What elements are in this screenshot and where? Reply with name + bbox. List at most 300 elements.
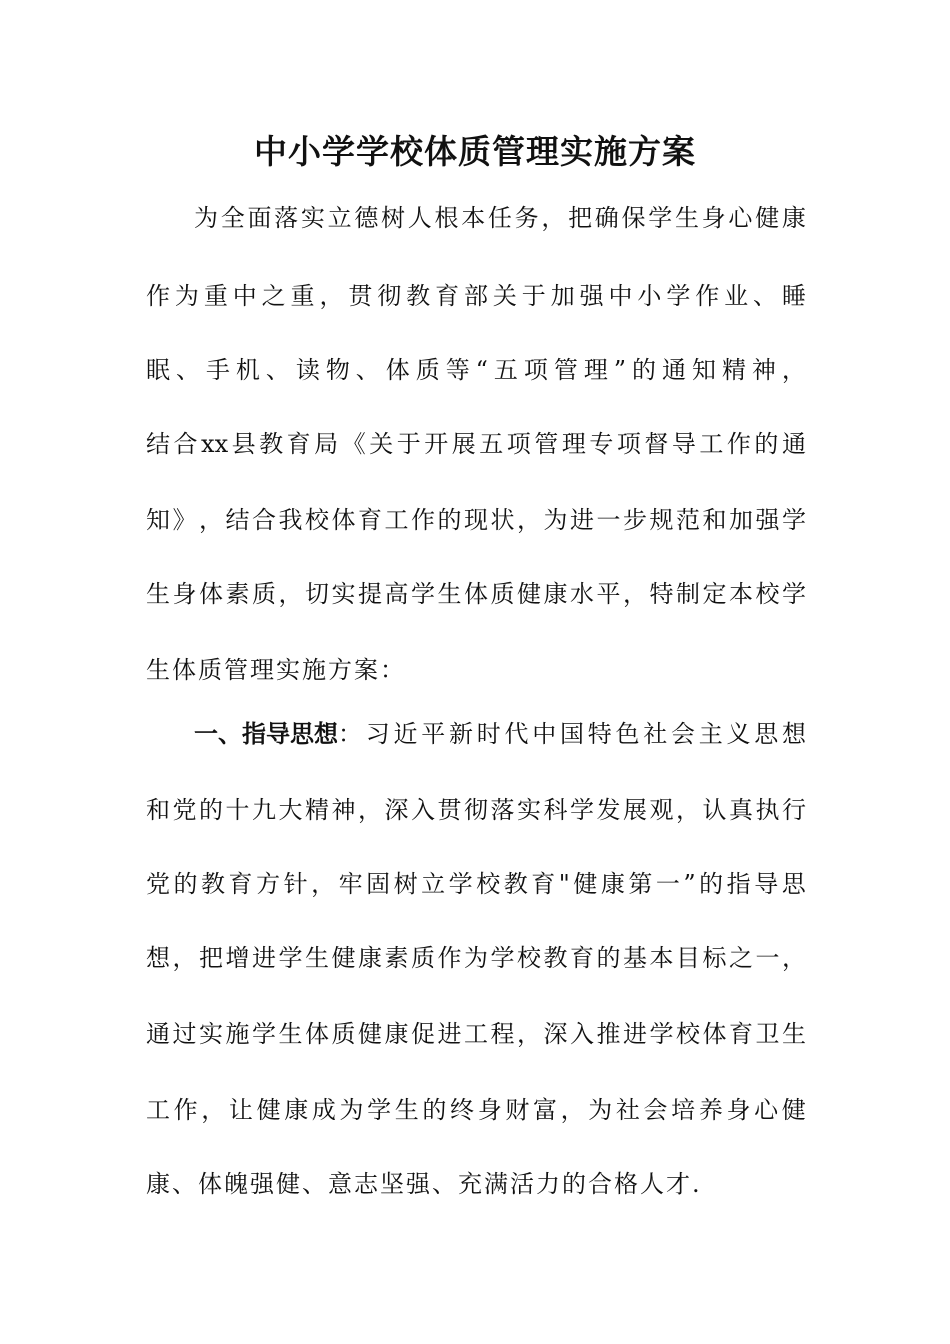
glyph: 的 (437, 506, 462, 534)
glyph: 为 (174, 282, 199, 310)
glyph: 教 (201, 870, 226, 898)
glyph: 任 (487, 204, 512, 232)
glyph: 重 (203, 282, 228, 310)
glyph: 物 (325, 356, 350, 384)
glyph: 教 (406, 282, 431, 310)
glyph: ， (319, 282, 344, 310)
glyph: 、 (175, 356, 200, 384)
glyph: 根 (434, 204, 459, 232)
glyph: 时 (476, 720, 501, 748)
glyph: 终 (450, 1096, 475, 1124)
glyph: 为 (339, 1096, 364, 1124)
document-title: 中小学学校体质管理实施方案 (254, 132, 696, 171)
glyph: 项 (506, 430, 531, 458)
glyph: 育 (228, 870, 253, 898)
glyph: 导 (671, 430, 696, 458)
glyph: 成 (311, 1096, 336, 1124)
glyph: 实 (300, 204, 325, 232)
glyph: ， (358, 796, 382, 824)
glyph: 强 (755, 506, 780, 534)
glyph: 人 (407, 204, 432, 232)
glyph: 和 (146, 796, 170, 824)
glyph: 会 (671, 720, 695, 748)
glyph: ， (541, 204, 566, 232)
paragraph-line (194, 198, 806, 238)
glyph: 范 (676, 506, 700, 534)
glyph: 指 (726, 870, 751, 898)
glyph: 平 (596, 580, 621, 608)
glyph: “ (475, 356, 488, 384)
glyph: 康 (284, 1096, 309, 1124)
glyph: 培 (671, 1096, 696, 1124)
glyph: 关 (369, 430, 394, 458)
glyph: 教 (503, 870, 528, 898)
paragraph-line (146, 938, 806, 978)
glyph: 中 (232, 282, 257, 310)
glyph: 面 (247, 204, 272, 232)
glyph: 本 (461, 204, 486, 232)
glyph: ： (338, 720, 362, 748)
glyph: 富 (532, 1096, 557, 1124)
glyph: 项 (616, 430, 641, 458)
glyph: ， (623, 580, 647, 608)
glyph: 作 (173, 1096, 198, 1124)
glyph: 局 (314, 430, 339, 458)
glyph: 第 (628, 870, 653, 898)
glyph: 神 (331, 796, 356, 824)
glyph: 保 (621, 204, 646, 232)
glyph: 读 (295, 356, 320, 384)
glyph: 党 (146, 870, 170, 898)
glyph: 为 (464, 944, 488, 972)
glyph: 进 (252, 944, 276, 972)
glyph: 标 (702, 944, 727, 972)
glyph: 五 (479, 430, 504, 458)
glyph: 教 (259, 430, 284, 458)
glyph: 本 (649, 944, 674, 972)
glyph: 育 (358, 506, 382, 534)
glyph: 想 (782, 720, 806, 748)
glyph: 步 (623, 506, 647, 534)
glyph: ， (676, 796, 700, 824)
glyph: 固 (366, 870, 391, 898)
glyph: 深 (543, 1020, 568, 1048)
glyph: 身 (726, 1096, 751, 1124)
glyph: 康 (781, 204, 806, 232)
glyph: 校 (476, 870, 501, 898)
glyph: 立 (327, 204, 352, 232)
glyph: 之 (261, 282, 286, 310)
glyph: 结 (225, 506, 250, 534)
glyph: 深 (384, 796, 409, 824)
glyph: 等 (445, 356, 470, 384)
glyph: 素 (384, 944, 409, 972)
glyph: 代 (504, 720, 529, 748)
glyph: 康 (543, 580, 568, 608)
glyph: ， (278, 580, 303, 608)
glyph: 健 (517, 580, 541, 608)
glyph: 育 (729, 1020, 753, 1048)
glyph: ， (782, 944, 806, 972)
glyph: 结 (146, 430, 170, 458)
glyph: 思 (781, 870, 806, 898)
glyph: 入 (570, 1020, 594, 1048)
glyph: 实 (331, 580, 356, 608)
glyph: 展 (451, 430, 476, 458)
glyph: 观 (649, 796, 674, 824)
glyph: 中 (532, 720, 557, 748)
glyph: 校 (517, 944, 541, 972)
glyph: 树 (381, 204, 406, 232)
glyph: 为 (194, 204, 218, 232)
glyph: 增 (225, 944, 250, 972)
glyph: 学 (252, 1020, 276, 1048)
glyph: 德 (354, 204, 379, 232)
glyph: 学 (649, 1020, 674, 1048)
glyph: ， (517, 1020, 541, 1048)
glyph: 大 (278, 796, 303, 824)
paragraph-line (146, 350, 806, 390)
glyph: ” (613, 356, 627, 384)
glyph: 导 (754, 870, 779, 898)
glyph: 校 (676, 1020, 700, 1048)
glyph: 学 (782, 506, 806, 534)
glyph: 牢 (338, 870, 363, 898)
glyph: 一 (655, 870, 680, 898)
glyph: 学 (411, 580, 435, 608)
glyph: 神 (751, 356, 776, 384)
glyph: 部 (463, 282, 488, 310)
glyph: 立 (421, 870, 446, 898)
glyph: ， (560, 1096, 585, 1124)
glyph: 特 (587, 720, 612, 748)
glyph: 生 (782, 1020, 806, 1048)
glyph: 、 (355, 356, 380, 384)
glyph: 的 (754, 430, 779, 458)
glyph: 、 (753, 282, 778, 310)
glyph: 强 (579, 282, 604, 310)
glyph: 学 (648, 204, 673, 232)
glyph: 施 (225, 1020, 250, 1048)
glyph: 习 (365, 720, 390, 748)
glyph: 会 (643, 1096, 668, 1124)
glyph: 现 (464, 506, 488, 534)
glyph: 本 (729, 580, 753, 608)
glyph: 生 (278, 1020, 303, 1048)
glyph: 工 (464, 1020, 488, 1048)
glyph: 卫 (755, 1020, 780, 1048)
glyph: 贯 (348, 282, 373, 310)
glyph: 的 (699, 870, 724, 898)
glyph: 想 (146, 944, 170, 972)
paragraph-line (146, 574, 806, 614)
glyph: 素 (225, 580, 250, 608)
glyph: 知 (146, 506, 170, 534)
glyph: 管 (534, 430, 559, 458)
glyph: 高 (384, 580, 409, 608)
glyph: 体 (702, 1020, 727, 1048)
glyph: 状 (490, 506, 515, 534)
glyph: ， (311, 870, 336, 898)
glyph: 作 (695, 282, 720, 310)
glyph: 育 (435, 282, 460, 310)
glyph: 进 (437, 1020, 462, 1048)
glyph: 精 (305, 796, 329, 824)
glyph: 通 (146, 1020, 170, 1048)
glyph: 精 (721, 356, 746, 384)
glyph: 定 (702, 580, 727, 608)
paragraph-line (146, 790, 806, 830)
glyph: 新 (449, 720, 473, 748)
glyph: 社 (643, 720, 668, 748)
glyph: 的 (632, 356, 657, 384)
glyph: 作 (411, 506, 435, 534)
glyph: 教 (543, 944, 568, 972)
glyph: 健 (573, 870, 598, 898)
glyph: 体 (199, 580, 223, 608)
paragraph-line (146, 864, 806, 904)
glyph: 身 (477, 1096, 502, 1124)
glyph: 水 (570, 580, 594, 608)
glyph: 于 (396, 430, 421, 458)
glyph: 生 (305, 944, 329, 972)
glyph: 健 (256, 1096, 281, 1124)
glyph: 体 (305, 1020, 329, 1048)
glyph: 认 (702, 796, 727, 824)
glyph: 理 (561, 430, 586, 458)
glyph: ， (201, 1096, 226, 1124)
glyph: 制 (676, 580, 700, 608)
glyph: 之 (729, 944, 753, 972)
glyph: 九 (252, 796, 276, 824)
glyph: 思 (754, 720, 779, 748)
glyph: 目 (676, 944, 700, 972)
glyph: 健 (755, 204, 780, 232)
glyph: 进 (570, 506, 594, 534)
paragraph-line (146, 500, 806, 540)
glyph: 平 (421, 720, 446, 748)
glyph: 学 (570, 796, 594, 824)
glyph: 重 (290, 282, 315, 310)
glyph: 执 (755, 796, 780, 824)
glyph: 小 (637, 282, 662, 310)
paragraph-line (146, 1090, 806, 1130)
glyph: 作 (726, 430, 751, 458)
glyph: 党 (172, 796, 197, 824)
glyph: 体 (331, 506, 356, 534)
glyph: 康 (358, 944, 382, 972)
glyph: 开 (424, 430, 449, 458)
glyph: 入 (411, 796, 435, 824)
glyph: 、 (265, 356, 290, 384)
glyph: 睡 (781, 282, 806, 310)
glyph: 落 (490, 796, 515, 824)
glyph: 合 (173, 430, 198, 458)
glyph: 实 (517, 796, 541, 824)
glyph: 落 (274, 204, 299, 232)
glyph: 知 (691, 356, 716, 384)
glyph: 眠 (146, 356, 170, 384)
glyph: 我 (278, 506, 303, 534)
glyph: ” (683, 870, 696, 898)
glyph: 健 (358, 1020, 382, 1048)
glyph: 生 (437, 580, 462, 608)
glyph: 健 (331, 944, 356, 972)
glyph: 校 (305, 506, 329, 534)
glyph: 发 (596, 796, 621, 824)
glyph: 五 (493, 356, 518, 384)
glyph: 树 (393, 870, 418, 898)
glyph: 体 (385, 356, 410, 384)
glyph: 生 (394, 1096, 419, 1124)
glyph: 提 (358, 580, 382, 608)
glyph: 通 (662, 356, 686, 384)
glyph: 中 (608, 282, 633, 310)
glyph: 贯 (437, 796, 462, 824)
glyph: 彻 (377, 282, 402, 310)
section-heading: 一、指导思想 (194, 720, 338, 748)
glyph: 促 (411, 1020, 435, 1048)
glyph: " (558, 870, 570, 898)
glyph: 健 (781, 1096, 806, 1124)
glyph: 学 (782, 580, 806, 608)
glyph: 行 (782, 796, 806, 824)
glyph: 义 (726, 720, 751, 748)
glyph: 身 (701, 204, 726, 232)
glyph: 工 (384, 506, 409, 534)
glyph: 特 (649, 580, 674, 608)
glyph: 确 (594, 204, 619, 232)
glyph: 合 (252, 506, 276, 534)
paragraph-line (146, 1014, 806, 1054)
glyph: 学 (490, 944, 515, 972)
glyph: 一 (596, 506, 621, 534)
glyph: ， (199, 506, 223, 534)
glyph: 心 (754, 1096, 779, 1124)
glyph: 推 (596, 1020, 621, 1048)
glyph: 质 (252, 580, 276, 608)
glyph: 近 (393, 720, 418, 748)
glyph: 国 (560, 720, 584, 748)
glyph: 质 (415, 356, 440, 384)
glyph: 于 (521, 282, 546, 310)
glyph: 的 (199, 796, 223, 824)
glyph: 社 (615, 1096, 640, 1124)
glyph: 科 (543, 796, 568, 824)
glyph: 彻 (464, 796, 488, 824)
glyph: 机 (235, 356, 260, 384)
glyph: 质 (490, 580, 515, 608)
glyph: 方 (256, 870, 281, 898)
glyph: 过 (172, 1020, 197, 1048)
glyph: 学 (666, 282, 691, 310)
glyph: 督 (644, 430, 669, 458)
glyph: xx (201, 430, 229, 458)
glyph: ， (517, 506, 541, 534)
glyph: 康 (384, 1020, 409, 1048)
glyph: 加 (550, 282, 575, 310)
glyph: 养 (698, 1096, 723, 1124)
glyph: 十 (225, 796, 250, 824)
glyph: 学 (448, 870, 473, 898)
glyph: 育 (570, 944, 594, 972)
glyph: 针 (283, 870, 308, 898)
glyph: 工 (699, 430, 724, 458)
glyph: 实 (199, 1020, 223, 1048)
paragraph-line: 生体质管理实施方案： (146, 656, 406, 684)
glyph: 质 (331, 1020, 356, 1048)
glyph: 学 (367, 1096, 392, 1124)
glyph: 县 (231, 430, 256, 458)
glyph: 专 (589, 430, 614, 458)
glyph: 项 (523, 356, 548, 384)
paragraph-line: 康、体魄强健、意志坚强、充满活力的合格人才. (146, 1170, 702, 1198)
glyph: 校 (755, 580, 780, 608)
glyph: 身 (172, 580, 197, 608)
glyph: 一 (755, 944, 780, 972)
glyph: 关 (492, 282, 517, 310)
glyph: 管 (553, 356, 578, 384)
glyph: 康 (600, 870, 625, 898)
section-first-line (194, 714, 806, 754)
glyph: 体 (464, 580, 488, 608)
glyph: 作 (146, 282, 170, 310)
glyph: 主 (698, 720, 723, 748)
glyph: 真 (729, 796, 753, 824)
glyph: ， (781, 356, 806, 384)
section-first-line-text (338, 714, 806, 754)
glyph: 的 (422, 1096, 447, 1124)
glyph: 进 (623, 1020, 647, 1048)
glyph: 把 (568, 204, 593, 232)
glyph: 业 (724, 282, 749, 310)
glyph: 为 (588, 1096, 613, 1124)
glyph: 通 (781, 430, 806, 458)
glyph: 工 (146, 1096, 170, 1124)
glyph: 作 (437, 944, 462, 972)
glyph: 育 (531, 870, 556, 898)
glyph: 质 (411, 944, 435, 972)
glyph: 全 (220, 204, 245, 232)
glyph: 理 (583, 356, 608, 384)
glyph: ， (172, 944, 197, 972)
glyph: 把 (199, 944, 223, 972)
glyph: 和 (702, 506, 727, 534)
glyph: 切 (305, 580, 329, 608)
glyph: 生 (146, 580, 170, 608)
glyph: 《 (341, 430, 366, 458)
paragraph-line (146, 424, 806, 464)
glyph: 》 (172, 506, 197, 534)
glyph: 规 (649, 506, 674, 534)
glyph: 加 (729, 506, 753, 534)
glyph: 生 (674, 204, 699, 232)
glyph: 心 (728, 204, 753, 232)
glyph: 的 (596, 944, 621, 972)
glyph: 手 (205, 356, 230, 384)
glyph: 财 (505, 1096, 530, 1124)
glyph: 为 (543, 506, 568, 534)
glyph: 色 (615, 720, 640, 748)
glyph: 展 (623, 796, 647, 824)
glyph: 让 (228, 1096, 253, 1124)
glyph: 务 (514, 204, 539, 232)
glyph: 育 (286, 430, 311, 458)
glyph: 基 (623, 944, 647, 972)
paragraph-line (146, 276, 806, 316)
glyph: 程 (490, 1020, 515, 1048)
glyph: 学 (278, 944, 303, 972)
